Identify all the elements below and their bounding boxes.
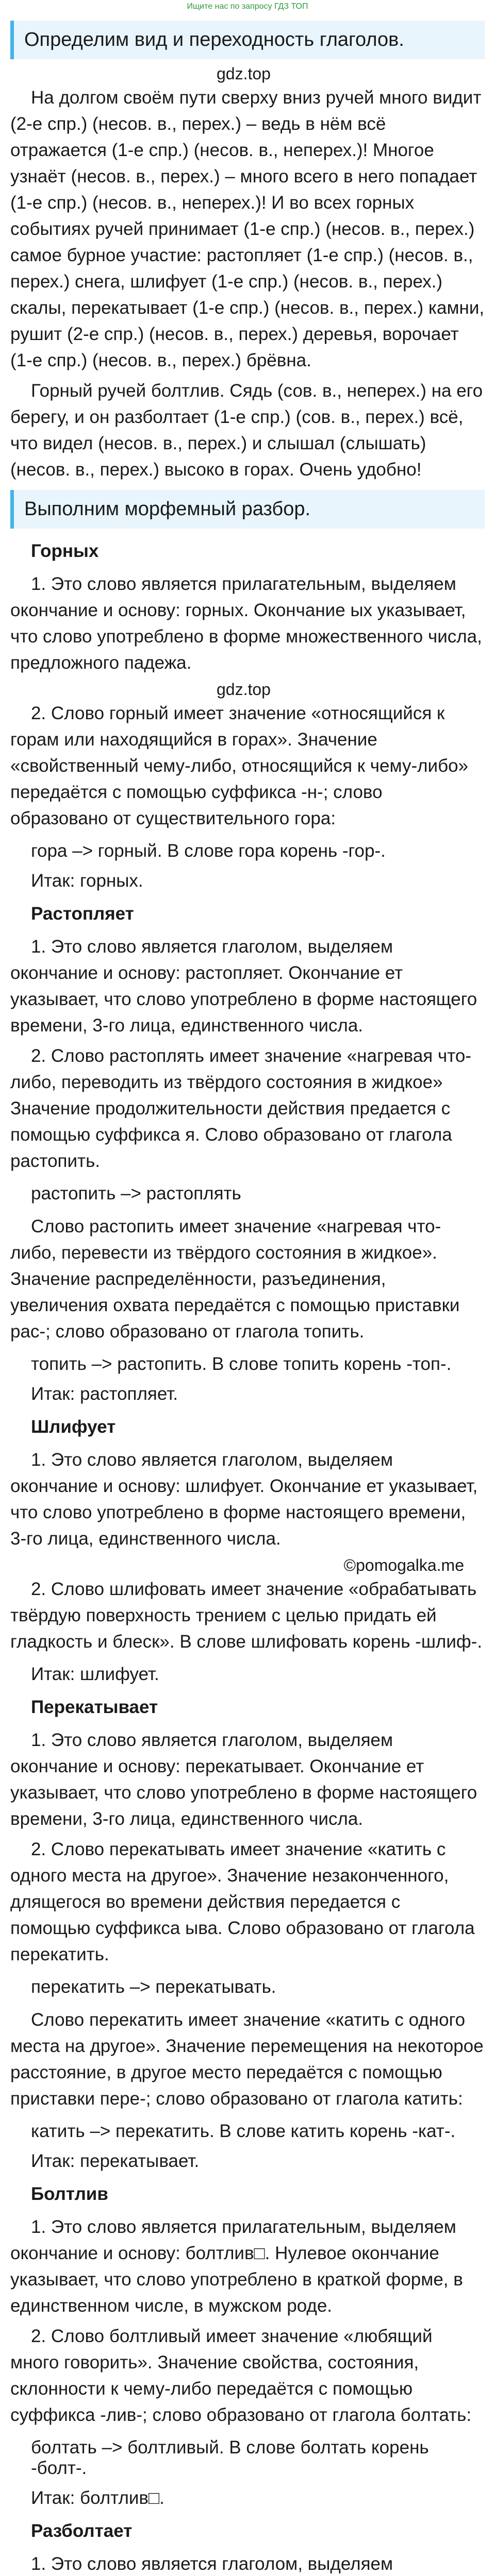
derivation-chain: перекатить –> перекатывать. [31, 1977, 276, 1997]
word-title: Перекатывает [31, 1697, 158, 1717]
paragraph-verbs-2: Горный ручей болтлив. Сядь (сов. в., неперех.) на его берегу, и он разболтает (1-е спр.) (сов. в., перех.) всё, что видел (несов. в., перех.) и слышал (слышать) (несов. в., перех.) высоко в горах. Очень удобно! [10, 381, 483, 480]
word-paragraph: 2. Слово горный имеет значение «относящийся к горам или находящийся в горах». Значение «свойственный чему-либо, относящийся к чему-либо» передаётся с помощью суффикса -н-; слово образовано от существительного гора: [10, 703, 469, 828]
summary-line: Итак: шлифует. [31, 1664, 159, 1684]
word-paragraph: 2. Слово болтливый имеет значение «любящий много говорить». Значение свойства, состояния, склонности к чему-либо передаётся с помощью суффикса -лив-; слово образовано от глагола болтать: [10, 2326, 472, 2425]
paragraph-verbs-1: На долгом своём пути сверху вниз ручей много видит (2-е спр.) (несов. в., перех.) – ведь в нём всё отражается (1-е спр.) (несов. в., неперех.)! Многое узнаёт (несов. в., перех.) – много всего в него попадает (1-е спр.) (несов. в., неперех.)! И во всех горных событиях ручей принимает (1-е спр.) (несов. в., перех.) самое бурное участие: растопляет (1-е спр.) (несов. в., перех.) снега, шлифует (1-е спр.) (несов. в., перех.) скалы, перекатывает (1-е спр.) (несов. в., перех.) камни, рушит (2-е спр.) (несов. в., перех.) деревья, ворочает (1-е спр.) (несов. в., перех.) брёвна. [10, 88, 485, 370]
word-title: Болтлив [31, 2184, 108, 2204]
derivation-chain: болтать –> болтливый. В слове болтать корень -болт-. [31, 2437, 429, 2478]
word-paragraph-extra: Слово перекатить имеет значение «катить с одного места на другое». Значение перемещения на некоторое расстояние, в другое место передаётся с помощью приставки пере-; слово образовано от глагола катить: [10, 2010, 484, 2109]
word-paragraph: 1. Это слово является глаголом, выделяем окончание и основу: перекатывает. Окончание ет указывает, что слово употреблено в форме настоящего времени, 3-го лица, единственного числа. [10, 1730, 477, 1829]
section-header-1: Определим вид и переходность глаголов. [10, 21, 485, 59]
derivation-chain-2: топить –> растопить. В слове топить корень -топ-. [31, 1354, 452, 1374]
word-paragraph: 2. Слово перекатывать имеет значение «катить с одного места на другое». Значение незаконченного, длящегося во времени действия передается с помощью суффикса ыва. Слово образовано от глагола перекатить. [10, 1839, 475, 1964]
word-title: Горных [31, 541, 99, 561]
word-paragraph: 1. Это слово является глаголом, выделяем окончание и основу: шлифует. Окончание ет указывает, что слово употреблено в форме настоящего времени, 3-го лица, единственного числа. [10, 1450, 478, 1549]
word-paragraph-extra: Слово растопить имеет значение «нагревая что-либо, перевести из твёрдого состояния в жидкое». Значение распределённости, разъединения, увеличения охвата передаётся с помощью приставки рас-; слово образовано от глагола топить. [10, 1216, 460, 1342]
watermark: gdz.top [217, 64, 271, 83]
word-paragraph: 1. Это слово является глаголом, выделяем [31, 2554, 393, 2574]
pomogalka-watermark: ©pomogalka.me [343, 1556, 464, 1574]
word-paragraph: 2. Слово растоплять имеет значение «нагревая что-либо, переводить из твёрдого состояния в жидкое» Значение продолжительности действия предается с помощью суффикса я. Слово образовано от глагола растопить. [10, 1046, 471, 1171]
section-header-2: Выполним морфемный разбор. [10, 490, 485, 529]
word-paragraph: 1. Это слово является прилагательным, выделяем окончание и основу: болтлив□. Нулевое окончание указывает, что слово употреблено в краткой форме, в единственном числе, в мужском роде. [10, 2217, 463, 2316]
word-title: Шлифует [31, 1417, 116, 1437]
word-title: Растопляет [31, 904, 134, 924]
summary-line: Итак: горных. [31, 871, 143, 891]
watermark: gdz.top [217, 680, 271, 699]
word-paragraph: 2. Слово шлифовать имеет значение «обрабатывать твёрдую поверхность трением с целью придать ей гладкость и блеск». В слове шлифовать корень -шлиф-. [10, 1579, 483, 1652]
summary-line: Итак: растопляет. [31, 1384, 178, 1404]
derivation-chain: гора –> горный. В слове гора корень -гор-. [31, 841, 386, 861]
content-section [0, 21, 495, 2576]
derivation-chain-2: катить –> перекатить. В слове катить корень -кат-. [31, 2121, 456, 2141]
top-note: Ищите нас по запросу ГДЗ ТОП [187, 2, 308, 11]
summary-line: Итак: болтлив□. [31, 2488, 164, 2508]
word-paragraph: 1. Это слово является глаголом, выделяем окончание и основу: растопляет. Окончание ет указывает, что слово употреблено в форме настоящего времени, 3-го лица, единственного числа. [10, 937, 477, 1036]
word-title: Разболтает [31, 2521, 133, 2541]
summary-line: Итак: перекатывает. [31, 2151, 200, 2171]
word-paragraph: 1. Это слово является прилагательным, выделяем окончание и основу: горных. Окончание ых указывает, что слово употреблено в форме множественного числа, предложного падежа. [10, 574, 482, 673]
derivation-chain: растопить –> растоплять [31, 1183, 241, 1204]
